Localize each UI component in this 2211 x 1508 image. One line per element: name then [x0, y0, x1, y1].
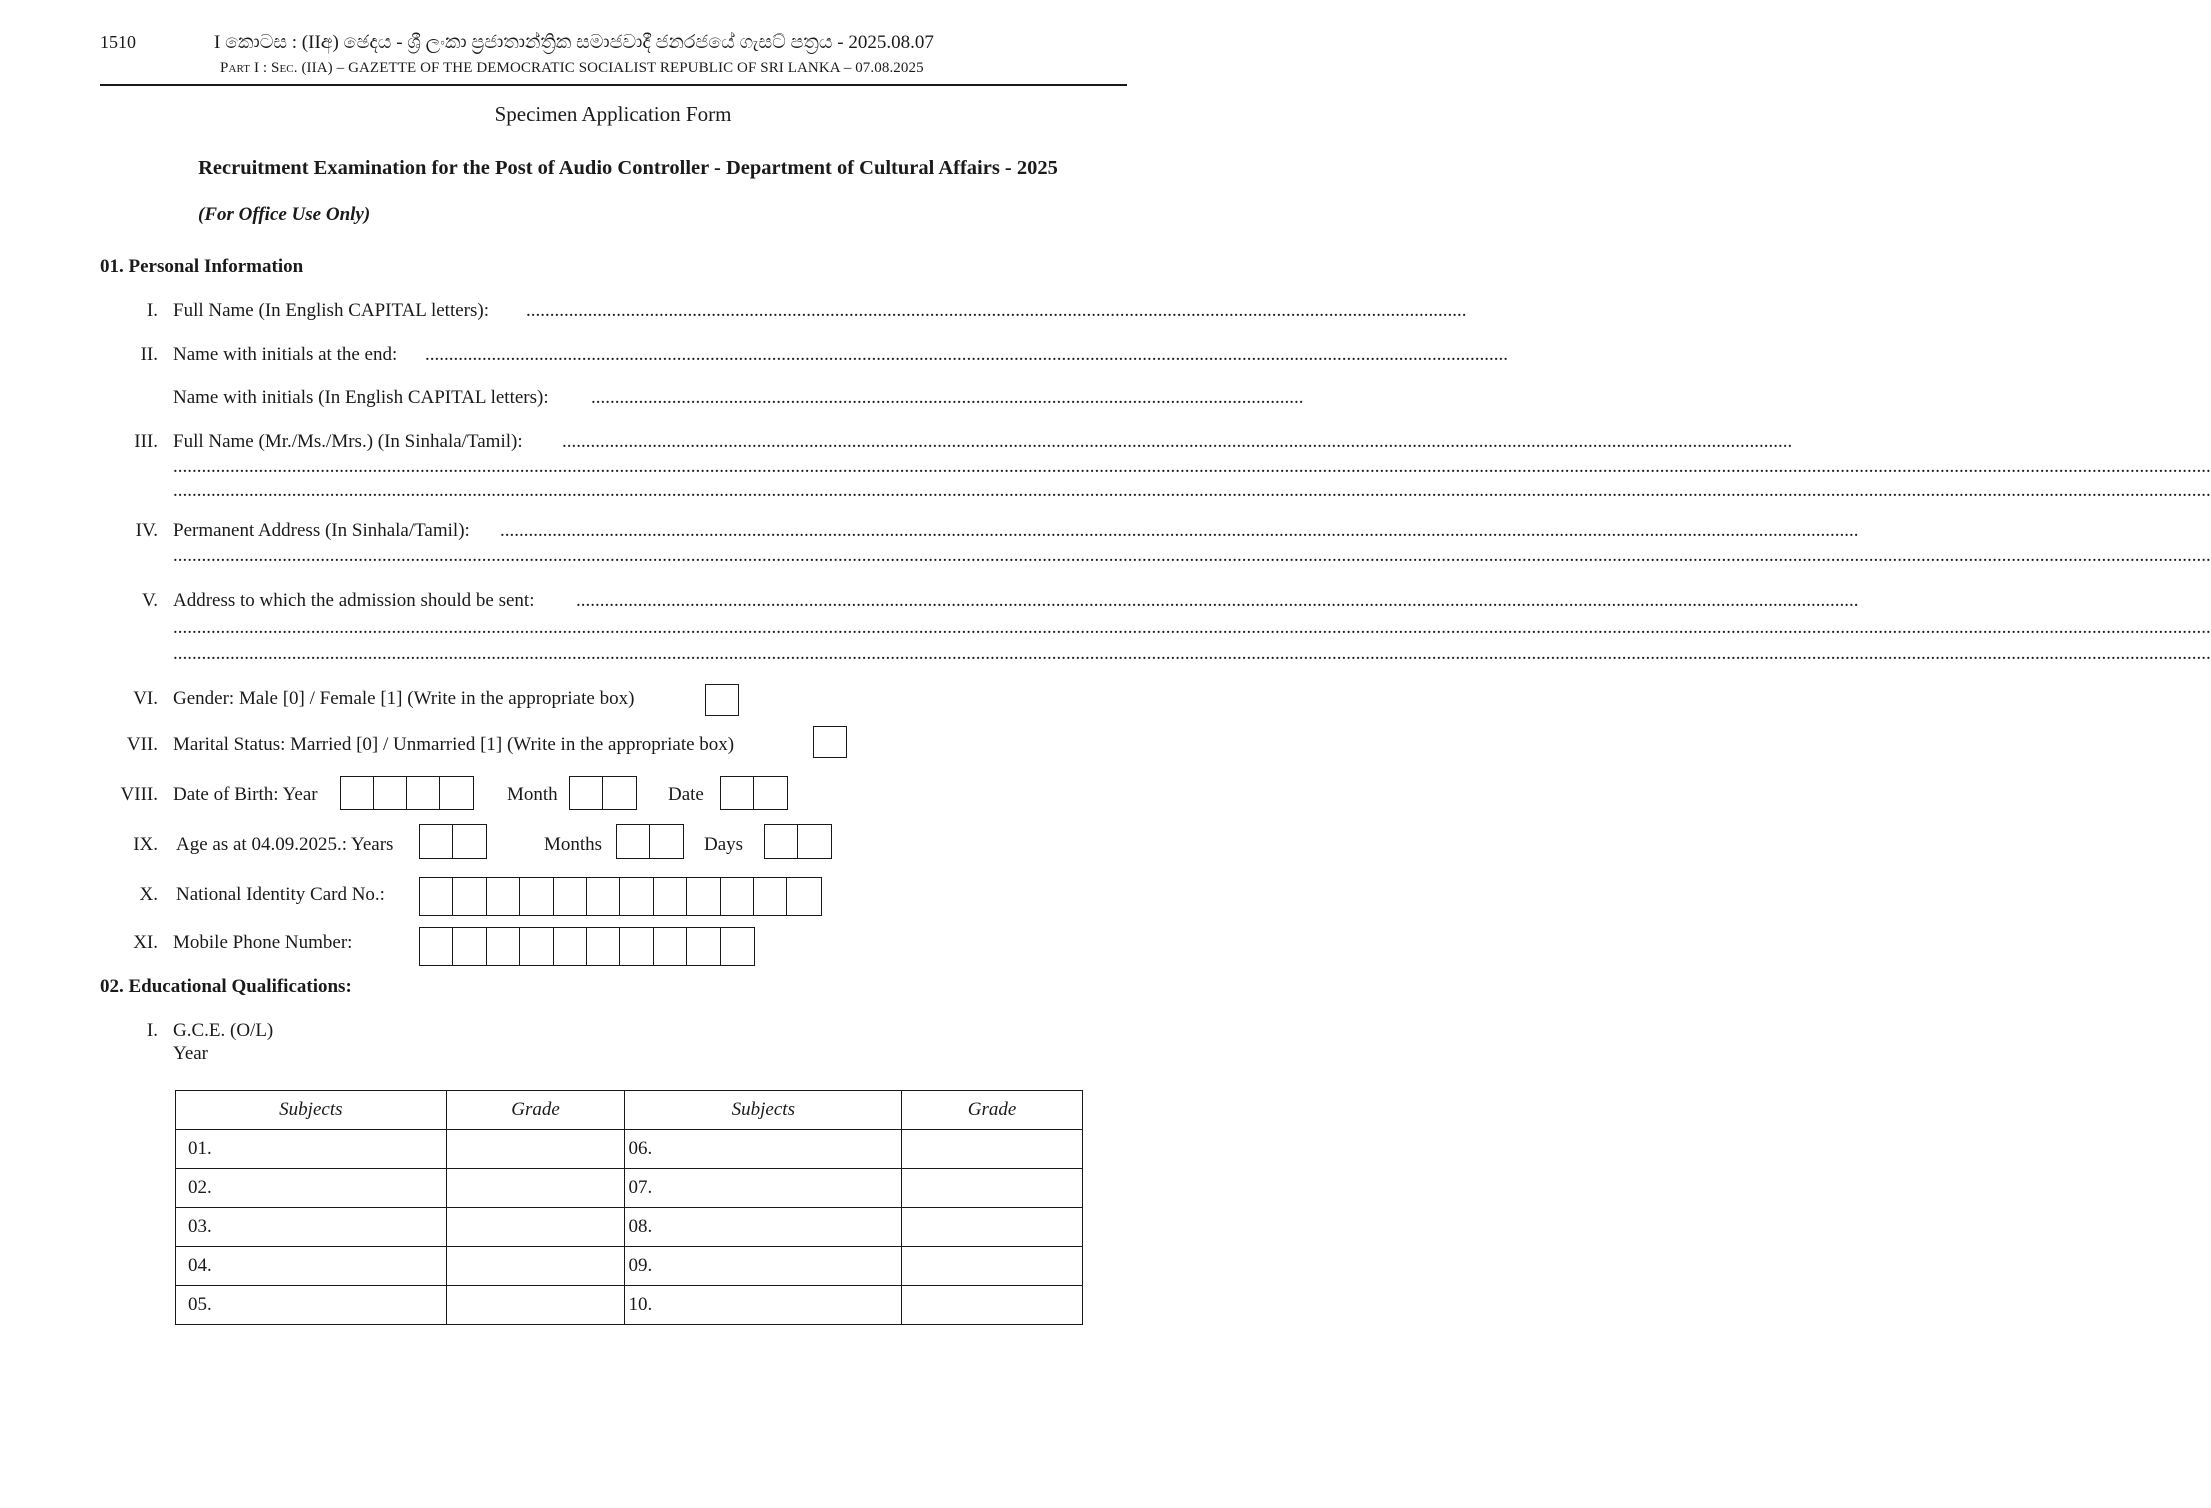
item-number: XI. [133, 932, 158, 953]
digit-box[interactable] [420, 928, 453, 965]
digit-box[interactable] [754, 777, 787, 809]
gazette-header-english [220, 60, 924, 77]
gender-box[interactable] [705, 684, 739, 716]
item-number: VIII. [120, 784, 158, 805]
digit-box[interactable] [787, 878, 820, 915]
digit-box[interactable] [570, 777, 603, 809]
digit-box[interactable] [617, 825, 650, 858]
subject-cell[interactable]: 06. [625, 1130, 902, 1169]
specimen-heading: Specimen Application Form [494, 102, 732, 126]
age-months-label: Months [544, 834, 603, 855]
header-rest: (IIA) – GAZETTE OF THE DEMOCRATIC SOCIALIST REPUBLIC OF SRI LANKA – 07.08.2025 [301, 60, 924, 76]
item-number: VII. [126, 734, 158, 755]
table-row [176, 1247, 1083, 1286]
item-number: IV. [135, 520, 158, 541]
name-with-initials-label: Name with initials at the end: [173, 344, 398, 365]
header-part-number: I : [253, 60, 268, 76]
gce-year-label: Year [173, 1043, 209, 1064]
digit-box[interactable] [453, 928, 486, 965]
digit-box[interactable] [420, 878, 453, 915]
section-personal-heading: 01. Personal Information [100, 256, 304, 277]
table-row [176, 1286, 1083, 1325]
admission-address-label: Address to which the admission should be sent: [173, 590, 535, 611]
item-number: VI. [133, 688, 158, 709]
permanent-address-field[interactable]: .............................................................................................................................................................................................................................................................................................. [500, 520, 1859, 541]
digit-box[interactable] [721, 777, 754, 809]
table-row [176, 1130, 1083, 1169]
permanent-address-field-line2[interactable]: ............................................................................................................................................................................................................................................................................................................................................................................................................................................. [173, 545, 2211, 566]
permanent-address-label: Permanent Address (In Sinhala/Tamil): [173, 520, 470, 541]
digit-box[interactable] [587, 878, 620, 915]
dob-date-boxes[interactable] [720, 776, 788, 810]
office-use-note: (For Office Use Only) [198, 204, 371, 225]
section-title: Educational Qualifications: [128, 976, 352, 997]
age-days-boxes[interactable] [764, 824, 832, 859]
section-education-heading [100, 976, 352, 998]
subject-cell[interactable]: 07. [625, 1169, 902, 1208]
digit-box[interactable] [721, 878, 754, 915]
name-initials-english-field[interactable]: ...................................................................................................................................................... [591, 387, 1304, 408]
header-part: Part [220, 60, 251, 76]
digit-box[interactable] [520, 928, 553, 965]
subject-cell[interactable]: 04. [176, 1247, 447, 1286]
digit-box[interactable] [453, 878, 486, 915]
digit-box[interactable] [654, 928, 687, 965]
digit-box[interactable] [554, 878, 587, 915]
section-number: 02. [100, 976, 124, 997]
item-number: I. [146, 300, 158, 321]
gazette-header-sinhala: I කොටස : (IIඅ) ඡෙදය - ශ්‍රී ලංකා ප්‍රජාතාන්ත්‍රික සමාජවාදී ජනරජයේ ගැසට් පත්‍රය - 2025.08.07 [214, 32, 934, 53]
admission-address-field-line3[interactable]: ............................................................................................................................................................................................................................................................................................................................................................................................................................................. [173, 643, 2211, 664]
full-name-english-label: Full Name (In English CAPITAL letters): [173, 300, 489, 321]
table-row [176, 1208, 1083, 1247]
nic-label: National Identity Card No.: [176, 884, 385, 905]
digit-box[interactable] [687, 928, 720, 965]
column-header: Grade [902, 1091, 1083, 1130]
mobile-boxes[interactable] [419, 927, 755, 966]
grade-cell[interactable] [902, 1130, 1083, 1169]
subject-cell[interactable]: 10. [625, 1286, 902, 1325]
digit-box[interactable] [341, 777, 374, 809]
digit-box[interactable] [754, 878, 787, 915]
full-name-english-field[interactable]: ...................................................................................................................................................................................................... [526, 300, 1467, 321]
digit-box[interactable] [374, 777, 407, 809]
item-number: II. [140, 344, 158, 365]
full-name-sinhala-field-line3[interactable]: ............................................................................................................................................................................................................................................................................................................................................................................................................................................. [173, 480, 2211, 501]
digit-box[interactable] [407, 777, 440, 809]
full-name-sinhala-label: Full Name (Mr./Ms./Mrs.) (In Sinhala/Tamil): [173, 431, 523, 452]
digit-box[interactable] [650, 825, 683, 858]
table-row [176, 1169, 1083, 1208]
form-title: Recruitment Examination for the Post of Audio Controller - Department of Cultural Affairs - 2025 [198, 157, 1058, 179]
subject-cell[interactable]: 01. [176, 1130, 447, 1169]
dob-year-label: Date of Birth: Year [173, 784, 318, 805]
grade-cell[interactable] [446, 1208, 625, 1247]
admission-address-field[interactable]: .............................................................................................................................................................................................................................................................................. [576, 590, 1859, 611]
grade-cell[interactable] [446, 1247, 625, 1286]
digit-box[interactable] [798, 825, 831, 858]
dob-month-boxes[interactable] [569, 776, 637, 810]
column-header: Subjects [176, 1091, 447, 1130]
age-years-boxes[interactable] [419, 824, 487, 859]
digit-box[interactable] [620, 878, 653, 915]
grade-cell[interactable] [902, 1169, 1083, 1208]
age-years-label: Age as at 04.09.2025.: Years [176, 834, 394, 855]
digit-box[interactable] [487, 928, 520, 965]
item-number: X. [139, 884, 158, 905]
item-number: IX. [133, 834, 158, 855]
name-initials-english-label: Name with initials (In English CAPITAL letters): [173, 387, 549, 408]
page-number: 1510 [100, 32, 136, 52]
table-header-row [176, 1091, 1083, 1130]
digit-box[interactable] [420, 825, 453, 858]
digit-box[interactable] [554, 928, 587, 965]
full-name-sinhala-field[interactable]: ................................................................................................................................................................................................................................................................... [562, 431, 1793, 452]
dob-month-label: Month [507, 784, 558, 805]
grade-cell[interactable] [446, 1169, 625, 1208]
age-days-label: Days [704, 834, 744, 855]
marital-status-label: Marital Status: Married [0] / Unmarried [1] (Write in the appropriate box) [173, 734, 735, 755]
grade-cell[interactable] [902, 1247, 1083, 1286]
digit-box[interactable] [587, 928, 620, 965]
ol-results-table [175, 1090, 1083, 1325]
column-header: Grade [446, 1091, 625, 1130]
digit-box[interactable] [687, 878, 720, 915]
grade-cell[interactable] [902, 1286, 1083, 1325]
admission-address-field-line2[interactable]: ............................................................................................................................................................................................................................................................................................................................................................................................................................................. [173, 617, 2211, 638]
dob-date-label: Date [668, 784, 704, 805]
subject-cell[interactable]: 05. [176, 1286, 447, 1325]
age-months-boxes[interactable] [616, 824, 684, 859]
item-number: V. [141, 590, 158, 611]
digit-box[interactable] [721, 928, 754, 965]
digit-box[interactable] [520, 878, 553, 915]
subject-cell[interactable]: 02. [176, 1169, 447, 1208]
digit-box[interactable] [487, 878, 520, 915]
item-number: I. [146, 1020, 158, 1041]
digit-box[interactable] [453, 825, 486, 858]
header-rule [100, 84, 1127, 86]
grade-cell[interactable] [446, 1130, 625, 1169]
column-header: Subjects [625, 1091, 902, 1130]
digit-box[interactable] [620, 928, 653, 965]
subject-cell[interactable]: 08. [625, 1208, 902, 1247]
grade-cell[interactable] [902, 1208, 1083, 1247]
mobile-label: Mobile Phone Number: [173, 932, 353, 953]
nic-boxes[interactable] [419, 877, 822, 916]
subject-cell[interactable]: 09. [625, 1247, 902, 1286]
gender-label: Gender: Male [0] / Female [1] (Write in the appropriate box) [173, 688, 635, 709]
item-number: III. [134, 431, 158, 452]
gce-ol-label: G.C.E. (O/L) [173, 1020, 274, 1041]
marital-status-box[interactable] [813, 726, 847, 758]
digit-box[interactable] [654, 878, 687, 915]
digit-box[interactable] [440, 777, 473, 809]
grade-cell[interactable] [446, 1286, 625, 1325]
dob-year-boxes[interactable] [340, 776, 474, 810]
name-with-initials-field[interactable]: .................................................................................................................................................................................................................................... [425, 344, 1508, 365]
subject-cell[interactable]: 03. [176, 1208, 447, 1247]
full-name-sinhala-field-line2[interactable]: ............................................................................................................................................................................................................................................................................................................................................................................................................................................. [173, 456, 2211, 477]
header-sec: Sec. [271, 60, 298, 76]
digit-box[interactable] [765, 825, 798, 858]
digit-box[interactable] [603, 777, 636, 809]
